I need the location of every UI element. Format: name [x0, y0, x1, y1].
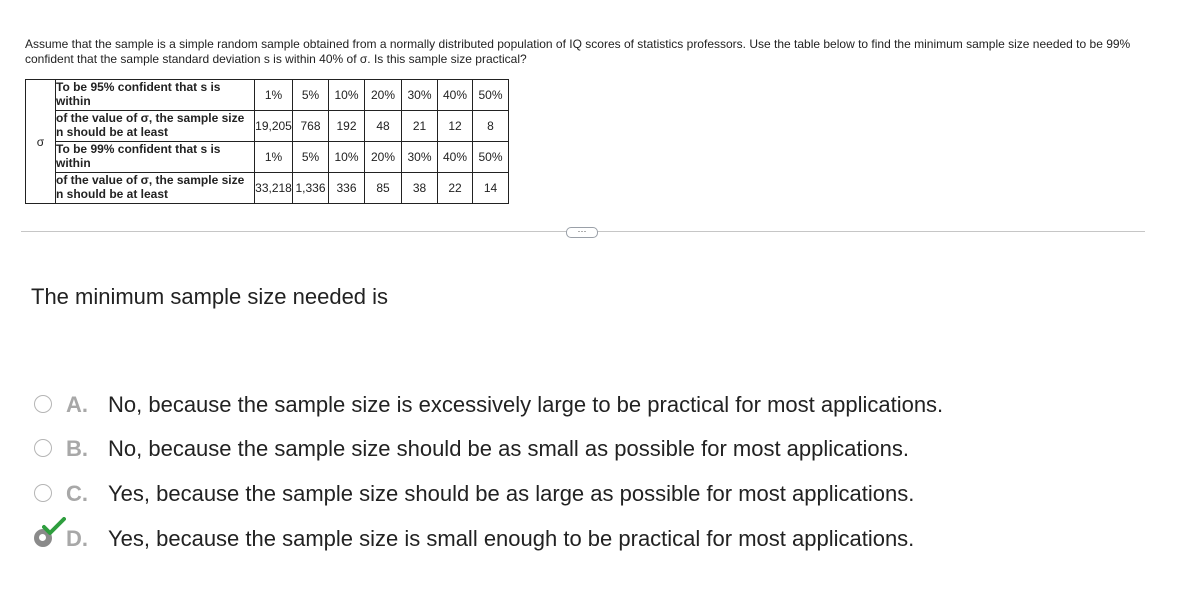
table-cell: 85	[365, 173, 402, 204]
table-cell: 10%	[329, 142, 365, 173]
table-cell: 19,205	[255, 111, 293, 142]
table-cell: 50%	[473, 80, 509, 111]
answer-prompt: The minimum sample size needed is	[31, 284, 389, 309]
table-cell: 20%	[365, 142, 402, 173]
table-row	[26, 142, 509, 173]
table-cell: 38	[402, 173, 438, 204]
table-cell: 30%	[402, 142, 438, 173]
row-label: of the value of σ, the sample size n should be at least	[56, 173, 255, 204]
table-cell: 8	[473, 111, 509, 142]
sigma-label: σ	[26, 80, 56, 204]
table-cell: 5%	[293, 142, 329, 173]
radio-button-a[interactable]	[34, 395, 52, 413]
question-text: Assume that the sample is a simple random sample obtained from a normally distributed population of IQ scores of statistics professors. Use the table below to find the minimum sample size needed to be 99% confident that the sample standard deviation s is within 40% of σ. Is this sample size practical?	[25, 37, 1131, 66]
more-button[interactable]: ···	[566, 227, 598, 238]
sample-size-table	[25, 79, 509, 204]
table-cell: 192	[329, 111, 365, 142]
option-letter: A.	[66, 392, 88, 417]
table-cell: 21	[402, 111, 438, 142]
table-cell: 50%	[473, 142, 509, 173]
option-letter: D.	[66, 526, 88, 551]
option-text: Yes, because the sample size is small enough to be practical for most applications.	[108, 526, 915, 551]
table-cell: 33,218	[255, 173, 293, 204]
row-label: To be 95% confident that s is within	[56, 80, 255, 111]
row-label: To be 99% confident that s is within	[56, 142, 255, 173]
table-cell: 10%	[329, 80, 365, 111]
table-row	[26, 173, 509, 204]
table-cell: 40%	[438, 142, 473, 173]
table-cell: 1,336	[293, 173, 329, 204]
table-cell: 48	[365, 111, 402, 142]
option-letter: B.	[66, 436, 88, 461]
option-text: No, because the sample size is excessively large to be practical for most applications.	[108, 392, 944, 417]
option-text: Yes, because the sample size should be as large as possible for most applications.	[108, 481, 915, 506]
option-text: No, because the sample size should be as small as possible for most applications.	[108, 436, 909, 461]
table-cell: 20%	[365, 80, 402, 111]
radio-button-b[interactable]	[34, 439, 52, 457]
radio-button-c[interactable]	[34, 484, 52, 502]
checkmark-icon	[42, 517, 66, 537]
table-cell: 12	[438, 111, 473, 142]
table-cell: 14	[473, 173, 509, 204]
table-cell: 5%	[293, 80, 329, 111]
table-cell: 1%	[255, 80, 293, 111]
table-cell: 40%	[438, 80, 473, 111]
table-cell: 30%	[402, 80, 438, 111]
table-cell: 768	[293, 111, 329, 142]
row-label: of the value of σ, the sample size n should be at least	[56, 111, 255, 142]
table-cell: 22	[438, 173, 473, 204]
table-cell: 1%	[255, 142, 293, 173]
table-cell: 336	[329, 173, 365, 204]
table-row	[26, 80, 509, 111]
option-letter: C.	[66, 481, 88, 506]
table-row	[26, 111, 509, 142]
